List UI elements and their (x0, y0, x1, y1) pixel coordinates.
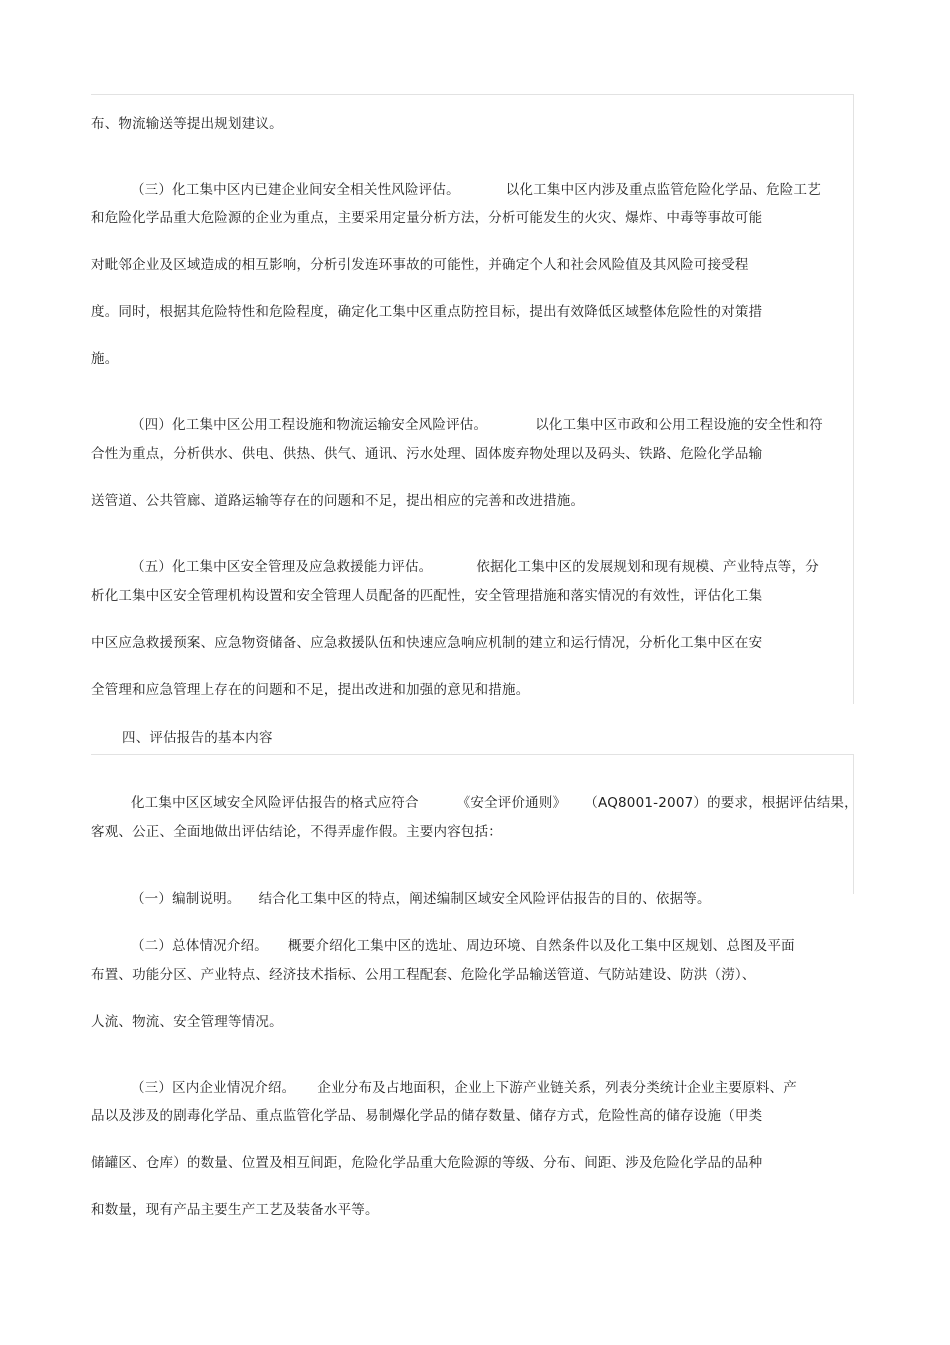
text-segment: 《安全评价通则》 (456, 795, 567, 811)
text-line: 送管道、公共管廊、道路运输等存在的问题和不足，提出相应的完善和改进措施。 (91, 493, 585, 509)
text-line: 人流、物流、安全管理等情况。 (91, 1014, 283, 1030)
text-line: 施。 (91, 351, 119, 367)
text-segment: 概要介绍化工集中区的选址、周边环境、自然条件以及化工集中区规划、总图及平面 (287, 938, 795, 954)
text-line: 布、物流输送等提出规划建议。 (91, 116, 283, 132)
paragraph-heading (122, 872, 711, 908)
paragraph-intro (122, 776, 858, 812)
text-line: 和危险化学品重大危险源的企业为重点，主要采用定量分析方法，分析可能发生的火灾、爆炸、中毒等事故可能 (91, 210, 763, 226)
section-heading: 四、评估报告的基本内容 (122, 730, 273, 746)
text-segment: 结合化工集中区的特点，阐述编制区域安全风险评估报告的目的、依据等。 (258, 891, 711, 907)
paragraph-heading (122, 1061, 797, 1097)
text-segment: （二）总体情况介绍。 (130, 938, 268, 954)
text-segment: （三）化工集中区内已建企业间安全相关性风险评估。 (130, 182, 460, 198)
text-line: 析化工集中区安全管理机构设置和安全管理人员配备的匹配性，安全管理措施和落实情况的有效性，评估化工集 (91, 588, 763, 604)
text-segment: （五）化工集中区安全管理及应急救援能力评估。 (130, 559, 433, 575)
text-line: 对毗邻企业及区域造成的相互影响，分析引发连环事故的可能性，并确定个人和社会风险值及其风险可接受程 (91, 257, 749, 273)
text-line: 和数量，现有产品主要生产工艺及装备水平等。 (91, 1202, 379, 1218)
frame-right-line-2 (853, 754, 854, 894)
text-segment: 以化工集中区内涉及重点监管危险化学品、危险工艺 (505, 182, 821, 198)
text-line: 全管理和应急管理上存在的问题和不足，提出改进和加强的意见和措施。 (91, 682, 530, 698)
text-segment: （AQ8001-2007）的要求，根据评估结果， (584, 795, 858, 811)
paragraph-heading (122, 398, 823, 434)
text-line: 合性为重点，分析供水、供电、供热、供气、通讯、污水处理、固体废弃物处理以及码头、铁路、危险化学品输 (91, 446, 763, 462)
text-line: 布置、功能分区、产业特点、经济技术指标、公用工程配套、危险化学品输送管道、气防站建设、防洪（涝）、 (91, 967, 756, 983)
text-segment: 企业分布及占地面积，企业上下游产业链关系，列表分类统计企业主要原料、产 (317, 1080, 797, 1096)
paragraph-heading (122, 919, 795, 955)
paragraph-heading (122, 540, 819, 576)
text-line: 储罐区、仓库）的数量、位置及相互间距，危险化学品重大危险源的等级、分布、间距、涉及危险化学品的品种 (91, 1155, 763, 1171)
text-line: 客观、公正、全面地做出评估结论，不得弄虚作假。主要内容包括： (91, 824, 502, 840)
text-segment: （三）区内企业情况介绍。 (130, 1080, 296, 1096)
text-segment: 依据化工集中区的发展规划和现有规模、产业特点等，分 (476, 559, 819, 575)
paragraph-heading (122, 163, 821, 199)
text-segment: 化工集中区区域安全风险评估报告的格式应符合 (130, 795, 419, 811)
text-segment: （四）化工集中区公用工程设施和物流运输安全风险评估。 (130, 417, 488, 433)
text-line: 品以及涉及的剧毒化学品、重点监管化学品、易制爆化学品的储存数量、储存方式，危险性高的储存设施（甲类 (91, 1108, 763, 1124)
text-segment: （一）编制说明。 (130, 891, 241, 907)
frame-top-line (91, 94, 853, 95)
text-segment: 以化工集中区市政和公用工程设施的安全性和符 (535, 417, 823, 433)
frame-mid-line (91, 754, 853, 755)
text-line: 度。同时，根据其危险特性和危险程度，确定化工集中区重点防控目标，提出有效降低区域整体危险性的对策措 (91, 304, 763, 320)
frame-right-line (853, 94, 854, 704)
text-line: 中区应急救援预案、应急物资储备、应急救援队伍和快速应急响应机制的建立和运行情况，分析化工集中区在安 (91, 635, 763, 651)
